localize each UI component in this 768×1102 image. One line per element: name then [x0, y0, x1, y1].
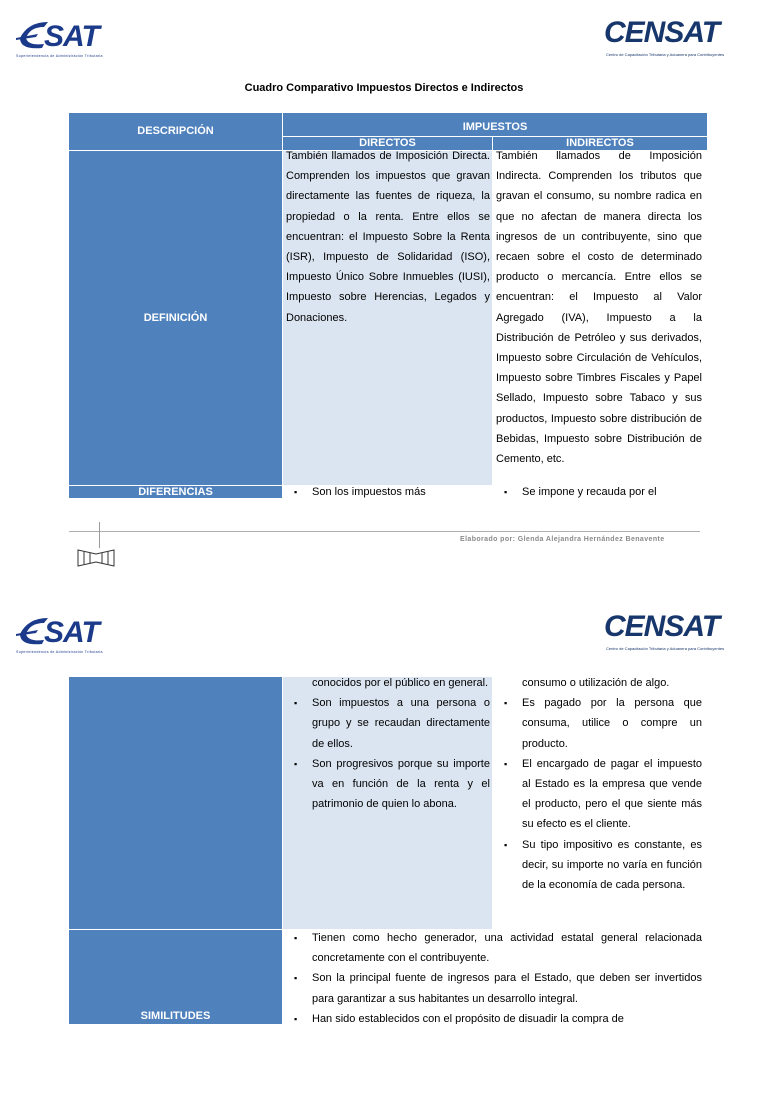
- sat-wordmark: SAT: [44, 20, 99, 53]
- list-item: ▪ Han sido establecidos con el propósito de disuadir la compra de: [286, 1009, 702, 1024]
- list-text: conocidos por el público en general.: [312, 677, 489, 689]
- sat-logo-page2: [14, 614, 144, 656]
- header-indirectos: INDIRECTOS: [493, 137, 707, 150]
- header-impuestos: IMPUESTOS: [283, 113, 707, 136]
- def-indirectos-text: También llamados de Imposición Indirecta. Comprenden los tributos que gravan el consumo, su nombre radica en que no afectan de manera directa los ingresos de un contribuyente, sino que recaen sobre el costo de determinado producto o mercancía. Entre ellos se encuentran: el Impuesto al Valor Agregado (IVA), Impuesto a la Distribución de Petróleo y sus derivados, Impuesto sobre Circulación de Vehículos, Impuesto sobre Timbres Fiscales y Papel Sellado, Impuesto sobre Tabaco y sus productos, Impuesto sobre distribución de Bebidas, Impuesto sobre Distribución de Cemento, etc.: [496, 150, 702, 466]
- censat-wordmark: CENSAT: [604, 610, 720, 643]
- censat-wordmark: CENSAT: [604, 16, 720, 49]
- dif-page1-indirectos: [496, 483, 702, 498]
- footer-author: Elaborado por: Glenda Alejandra Hernández Benavente: [460, 536, 665, 543]
- sat-logo: [14, 18, 144, 60]
- censat-logo: [604, 18, 754, 60]
- dif-page1-directos: [286, 483, 490, 498]
- list-item: [496, 673, 702, 693]
- row-label-diferencias-cont: [69, 677, 282, 929]
- list-item: ▪ Son los impuestos más: [286, 483, 490, 498]
- sat-subtitle: Superintendencia de Administración Tributaria: [16, 54, 103, 58]
- sat-wordmark: SAT: [44, 616, 99, 649]
- list-item: [286, 673, 490, 693]
- sat-subtitle: Superintendencia de Administración Tributaria: [16, 650, 103, 654]
- document-title: Cuadro Comparativo Impuestos Directos e Indirectos: [244, 82, 524, 94]
- list-item: ▪ Es pagado por la persona que consuma, utilice o compre un producto.: [496, 693, 702, 754]
- list-item: ▪ Son impuestos a una persona o grupo y se recaudan directamente de ellos.: [286, 693, 490, 754]
- similitudes-list: [286, 928, 702, 1024]
- row-label-similitudes: SIMILITUDES: [69, 930, 282, 1024]
- list-item: ▪ Son progresivos porque su importe va en función de la renta y el patrimonio de quien lo abona.: [286, 754, 490, 815]
- footer-divider: [69, 531, 700, 532]
- dif-indirectos-list: [496, 673, 702, 933]
- def-indirectos-wrap: [496, 146, 702, 488]
- dif-directos-list: [286, 673, 490, 853]
- header-descripcion: DESCRIPCIÓN: [69, 113, 282, 150]
- censat-logo-page2: [604, 612, 754, 654]
- censat-subtitle: Centro de Capacitación Tributaria y Aduanera para Contribuyentes: [606, 52, 725, 57]
- row-label-definicion: DEFINICIÓN: [69, 151, 282, 485]
- censat-subtitle: Centro de Capacitación Tributaria y Aduanera para Contribuyentes: [606, 646, 725, 651]
- def-directos-wrap: [286, 146, 490, 356]
- list-text: consumo o utilización de algo.: [522, 677, 670, 689]
- list-item: ▪ Se impone y recauda por el: [496, 483, 702, 498]
- row-label-diferencias: DIFERENCIAS: [69, 486, 282, 498]
- list-item: ▪ Son la principal fuente de ingresos para el Estado, que deben ser invertidos para garantizar a sus habitantes un desarrollo integral.: [286, 968, 702, 1008]
- footer-emblem-icon: [74, 544, 120, 570]
- list-item: ▪ El encargado de pagar el impuesto al Estado es la empresa que vende el producto, pero el que siente más su efecto es el cliente.: [496, 754, 702, 835]
- list-item: ▪ Tienen como hecho generador, una actividad estatal general relacionada concretamente con el contribuyente.: [286, 928, 702, 968]
- header-directos: DIRECTOS: [283, 137, 492, 150]
- def-directos-text: También llamados de Imposición Directa. Comprenden los impuestos que gravan directamente las fuentes de riqueza, la propiedad o la renta. Entre ellos se encuentran: el Impuesto Sobre la Renta (ISR), Impuesto de Solidaridad (ISO), Impuesto Único Sobre Inmuebles (IUSI), Impuesto sobre Herencias, Legados y Donaciones.: [286, 150, 490, 324]
- list-item: ▪ Su tipo impositivo es constante, es decir, su importe no varía en función de la economía de cada persona.: [496, 835, 702, 896]
